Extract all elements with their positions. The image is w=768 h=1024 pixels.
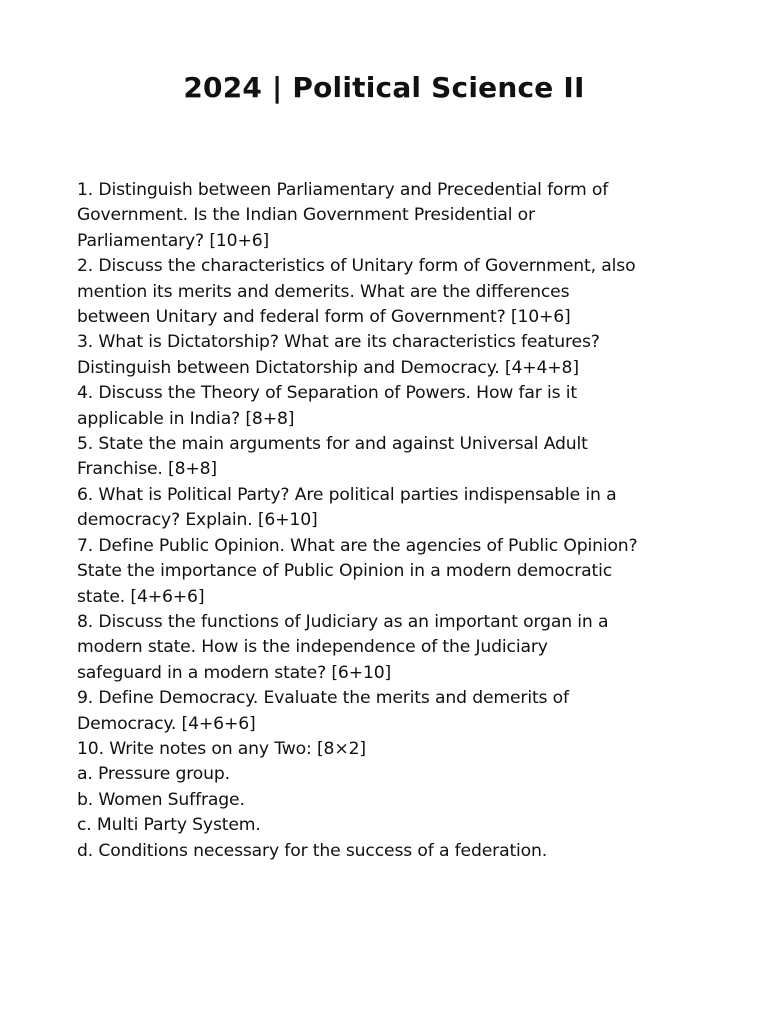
text-line: 8. Discuss the functions of Judiciary as an important organ in a [77, 611, 609, 632]
text-line: c. Multi Party System. [77, 815, 261, 836]
text-line: Government. Is the Indian Government Presidential or [77, 205, 535, 226]
text-line: applicable in India? [8+8] [77, 408, 295, 429]
text-line: 2. Discuss the characteristics of Unitary form of Government, also [77, 256, 636, 277]
text-line: 5. State the main arguments for and against Universal Adult [77, 434, 588, 455]
text-line: a. Pressure group. [77, 764, 230, 785]
text-line: State the importance of Public Opinion in a modern democratic [77, 561, 613, 582]
text-line: state. [4+6+6] [77, 586, 205, 607]
text-line: 7. Define Public Opinion. What are the agencies of Public Opinion? [77, 535, 638, 556]
text-line: Parliamentary? [10+6] [77, 230, 270, 251]
text-line: 3. What is Dictatorship? What are its characteristics features? [77, 332, 600, 353]
text-line: 9. Define Democracy. Evaluate the merits and demerits of [77, 688, 569, 709]
text-line: d. Conditions necessary for the success of a federation. [77, 840, 548, 861]
text-line: Franchise. [8+8] [77, 459, 217, 480]
page-title: 2024 | Political Science II [183, 71, 585, 104]
text-line: safeguard in a modern state? [6+10] [77, 662, 392, 683]
text-line: between Unitary and federal form of Government? [10+6] [77, 307, 571, 328]
text-line: modern state. How is the independence of the Judiciary [77, 637, 548, 658]
question-list [77, 178, 702, 864]
text-line: Democracy. [4+6+6] [77, 713, 256, 734]
text-line: democracy? Explain. [6+10] [77, 510, 318, 531]
text-line: 1. Distinguish between Parliamentary and Precedential form of [77, 180, 609, 200]
text-line: Distinguish between Dictatorship and Democracy. [4+4+8] [77, 357, 579, 378]
text-line: 10. Write notes on any Two: [8×2] [77, 738, 366, 759]
text-line: 6. What is Political Party? Are political parties indispensable in a [77, 484, 617, 505]
text-line: b. Women Suffrage. [77, 789, 245, 810]
text-line: 4. Discuss the Theory of Separation of Powers. How far is it [77, 383, 577, 404]
text-line: mention its merits and demerits. What are the differences [77, 281, 570, 302]
